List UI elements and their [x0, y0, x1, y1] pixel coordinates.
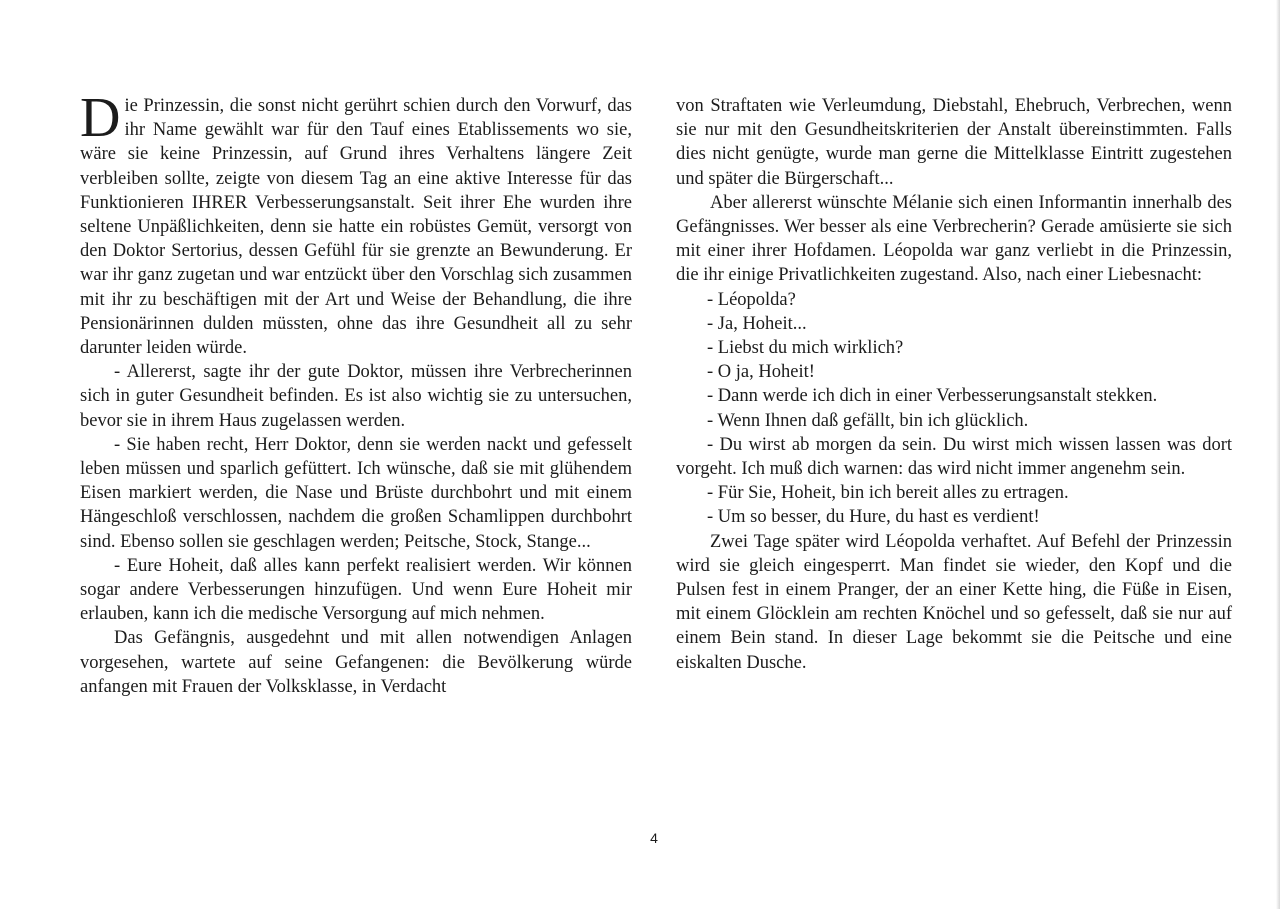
paragraph: Das Gefängnis, ausgedehnt und mit allen notwendigen Anlagen vorgesehen, wartete auf seine Gefangenen: die Bevölkerung würde anfangen mit Frauen der Volksklasse, in Verdacht: [80, 628, 632, 697]
paragraph: Zwei Tage später wird Léopolda verhaftet. Auf Befehl der Prinzessin wird sie gleich eingesperrt. Man findet sie wieder, den Kopf und die Pulsen fest in einem Pranger, der an einer Kette hing, die Füße in Eisen, mit einem Glöcklein am rechten Knöchel und so gefesselt, daß sie nur auf einem Bein stand. In dieser Lage bekommt sie die Peitsche und eine eiskalten Dusche.: [676, 531, 1232, 673]
page-number: 4: [650, 830, 658, 846]
dialogue-line: - Du wirst ab morgen da sein. Du wirst mich wissen lassen was dort vorgeht. Ich muß dich warnen: das wird nicht immer angenehm sein.: [676, 434, 1232, 480]
paragraph: - Eure Hoheit, daß alles kann perfekt realisiert werden. Wir können sogar andere Verbesserungen hinzufügen. Und wenn Eure Hoheit mir erlauben, kann ich die medische Versorgung auf mich nehmen.: [80, 555, 632, 625]
paragraph: Aber allererst wünschte Mélanie sich einen Informantin innerhalb des Gefängnisses. Wer besser als eine Verbrecherin? Gerade amüsierte sie sich mit einer ihrer Hofdamen. Léopolda war ganz verliebt in die Prinzessin, die ihr einige Privatlichkeiten zugestand. Also, nach einer Liebesnacht:: [676, 192, 1232, 286]
left-text-column: [80, 87, 632, 699]
paragraph: - Allererst, sagte ihr der gute Doktor, müssen ihre Verbrecherinnen sich in guter Gesundheit befinden. Es ist also wichtig sie zu untersuchen, bevor sie in ihrem Haus zugelassen werden.: [80, 362, 632, 431]
paragraph-text: ie Prinzessin, die sonst nicht gerührt schien durch den Vorwurf, das ihr Name gewählt war für den Tauf eines Etablissements wo sie, wäre sie keine Prinzessin, auf Grund ihres Verhaltens längere Zeit verbleiben sollte, zeigte von diesem Tag an eine aktive Interesse für das Funktionieren IHRER Verbesserungsanstalt. Seit ihrer Ehe wurden ihre seltene Unpäßlichkeiten, denn sie hatte ein robüstes Gemüt, versorgt von den Doktor Sertorius, dessen Gefühl für sie grenzte an Bewunderung. Er war ihr ganz zugetan und war entzückt über den Vorschlag sich zusammen mit ihr zu beschäftigen mit der Art und Weise der Behandlung, die ihre Pensionärinnen dulden müssten, ohne das ihre Gesundheit all zu sehr darunter leiden würde.: [80, 96, 632, 359]
dialogue-line: - Léopolda?: [707, 289, 796, 310]
paragraph-opening: [80, 87, 632, 360]
dialogue-line: - Dann werde ich dich in einer Verbesserungsanstalt stekken.: [707, 386, 1158, 407]
drop-cap: D: [80, 87, 121, 149]
dialogue-line: - Liebst du mich wirklich?: [707, 338, 904, 359]
dialogue-line: - O ja, Hoheit!: [707, 362, 815, 383]
dialogue-line: - Ja, Hoheit...: [707, 313, 807, 334]
page-edge-shadow: [1276, 0, 1280, 909]
paragraph: von Straftaten wie Verleumdung, Diebstahl, Ehebruch, Verbrechen, wenn sie nur mit den Gesundheitskriterien der Anstalt übereinstimmten. Falls dies nicht genügte, wurde man gerne die Mittelklasse Eintritt zugestehen und später die Bürgerschaft...: [676, 96, 1232, 189]
right-text-column: [676, 94, 1232, 675]
dialogue-line: - Um so besser, du Hure, du hast es verdient!: [707, 507, 1040, 528]
dialogue-line: - Für Sie, Hoheit, bin ich bereit alles zu ertragen.: [707, 483, 1069, 504]
paragraph: - Sie haben recht, Herr Doktor, denn sie werden nackt und gefesselt leben müssen und sparlich gefüttert. Ich wünsche, daß sie mit glühendem Eisen markiert werden, die Nase und Brüste durchbohrt und mit einem Hängeschloß verschlossen, nachdem die großen Schamlippen durchbohrt sind. Ebenso sollen sie geschlagen werden; Peitsche, Stock, Stange...: [80, 434, 632, 552]
dialogue-line: - Wenn Ihnen daß gefällt, bin ich glücklich.: [707, 410, 1029, 431]
